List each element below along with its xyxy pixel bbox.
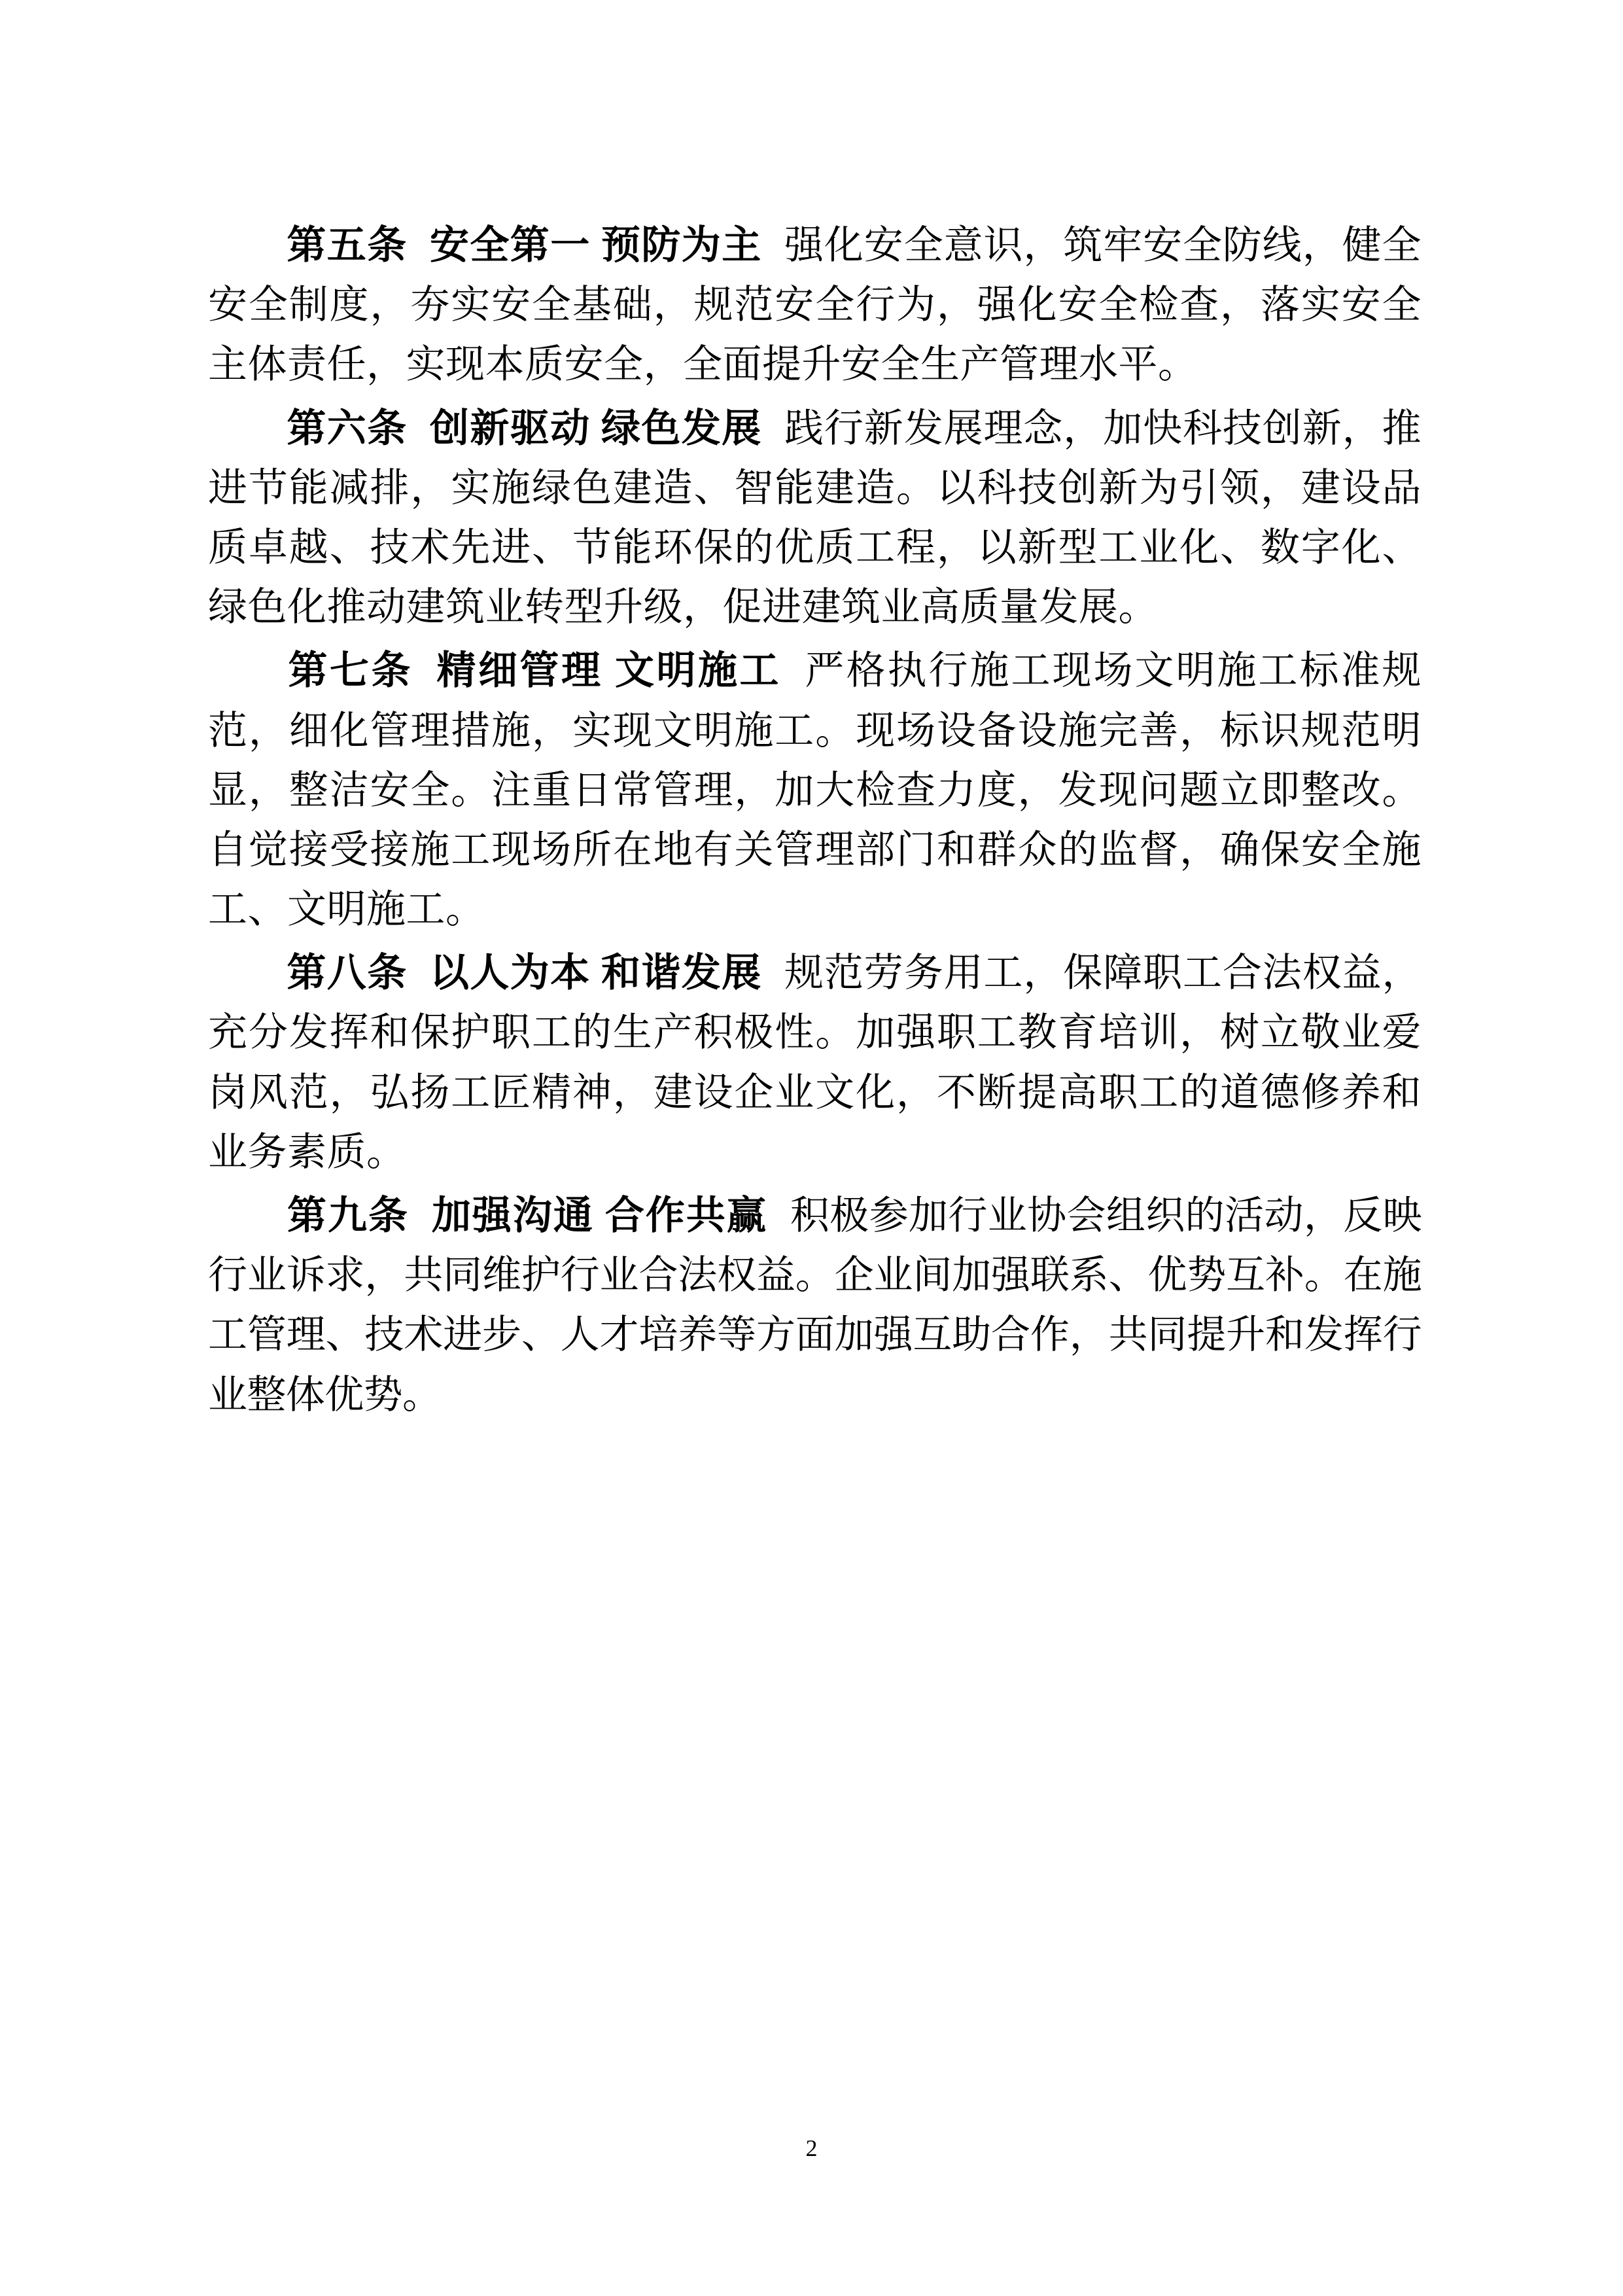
article-label: 第九条 xyxy=(287,1194,409,1237)
article-body: 践行新发展理念，加快科技创新，推进节能减排，实施绿色建造、智能建造。以科技创新为引领，建设品质卓越、技术先进、节能环保的优质工程，以新型工业化、数字化、绿色化推动建筑业转型升级，促进建筑业高质量发展。 xyxy=(208,406,1422,629)
article-title: 精细管理 文明施工 xyxy=(435,649,781,693)
article-title: 安全第一 预防为主 xyxy=(429,224,762,267)
article-body: 严格执行施工现场文明施工标准规范，细化管理措施，实现文明施工。现场设备设施完善，标识规范明显，整洁安全。注重日常管理，加大检查力度，发现问题立即整改。自觉接受接施工现场所在地有关管理部门和群众的监督，确保安全施工、文明施工。 xyxy=(208,649,1422,932)
article-body: 积极参加行业协会组织的活动，反映行业诉求，共同维护行业合法权益。企业间加强联系、优势互补。在施工管理、技术进步、人才培养等方面加强互助合作，共同提升和发挥行业整体优势。 xyxy=(208,1194,1422,1417)
document-body xyxy=(208,216,1422,1429)
article-body: 规范劳务用工，保障职工合法权益，充分发挥和保护职工的生产积极性。加强职工教育培训，树立敬业爱岗风范，弘扬工匠精神，建设企业文化，不断提高职工的道德修养和业务素质。 xyxy=(208,951,1422,1174)
article-label: 第五条 xyxy=(287,224,408,267)
article-paragraph xyxy=(208,641,1422,940)
article-paragraph xyxy=(208,399,1422,638)
article-title: 加强沟通 合作共赢 xyxy=(430,1194,767,1237)
article-paragraph xyxy=(208,216,1422,395)
article-paragraph xyxy=(208,944,1422,1182)
article-body: 强化安全意识，筑牢安全防线，健全安全制度，夯实安全基础，规范安全行为，强化安全检查，落实安全主体责任，实现本质安全，全面提升安全生产管理水平。 xyxy=(208,224,1422,387)
article-label: 第六条 xyxy=(287,406,408,450)
article-title: 创新驱动 绿色发展 xyxy=(429,406,762,450)
article-label: 第七条 xyxy=(287,649,413,693)
article-label: 第八条 xyxy=(287,951,408,995)
page-number: 2 xyxy=(805,2135,818,2161)
article-paragraph xyxy=(208,1186,1422,1425)
article-title: 以人为本 和谐发展 xyxy=(429,951,762,995)
